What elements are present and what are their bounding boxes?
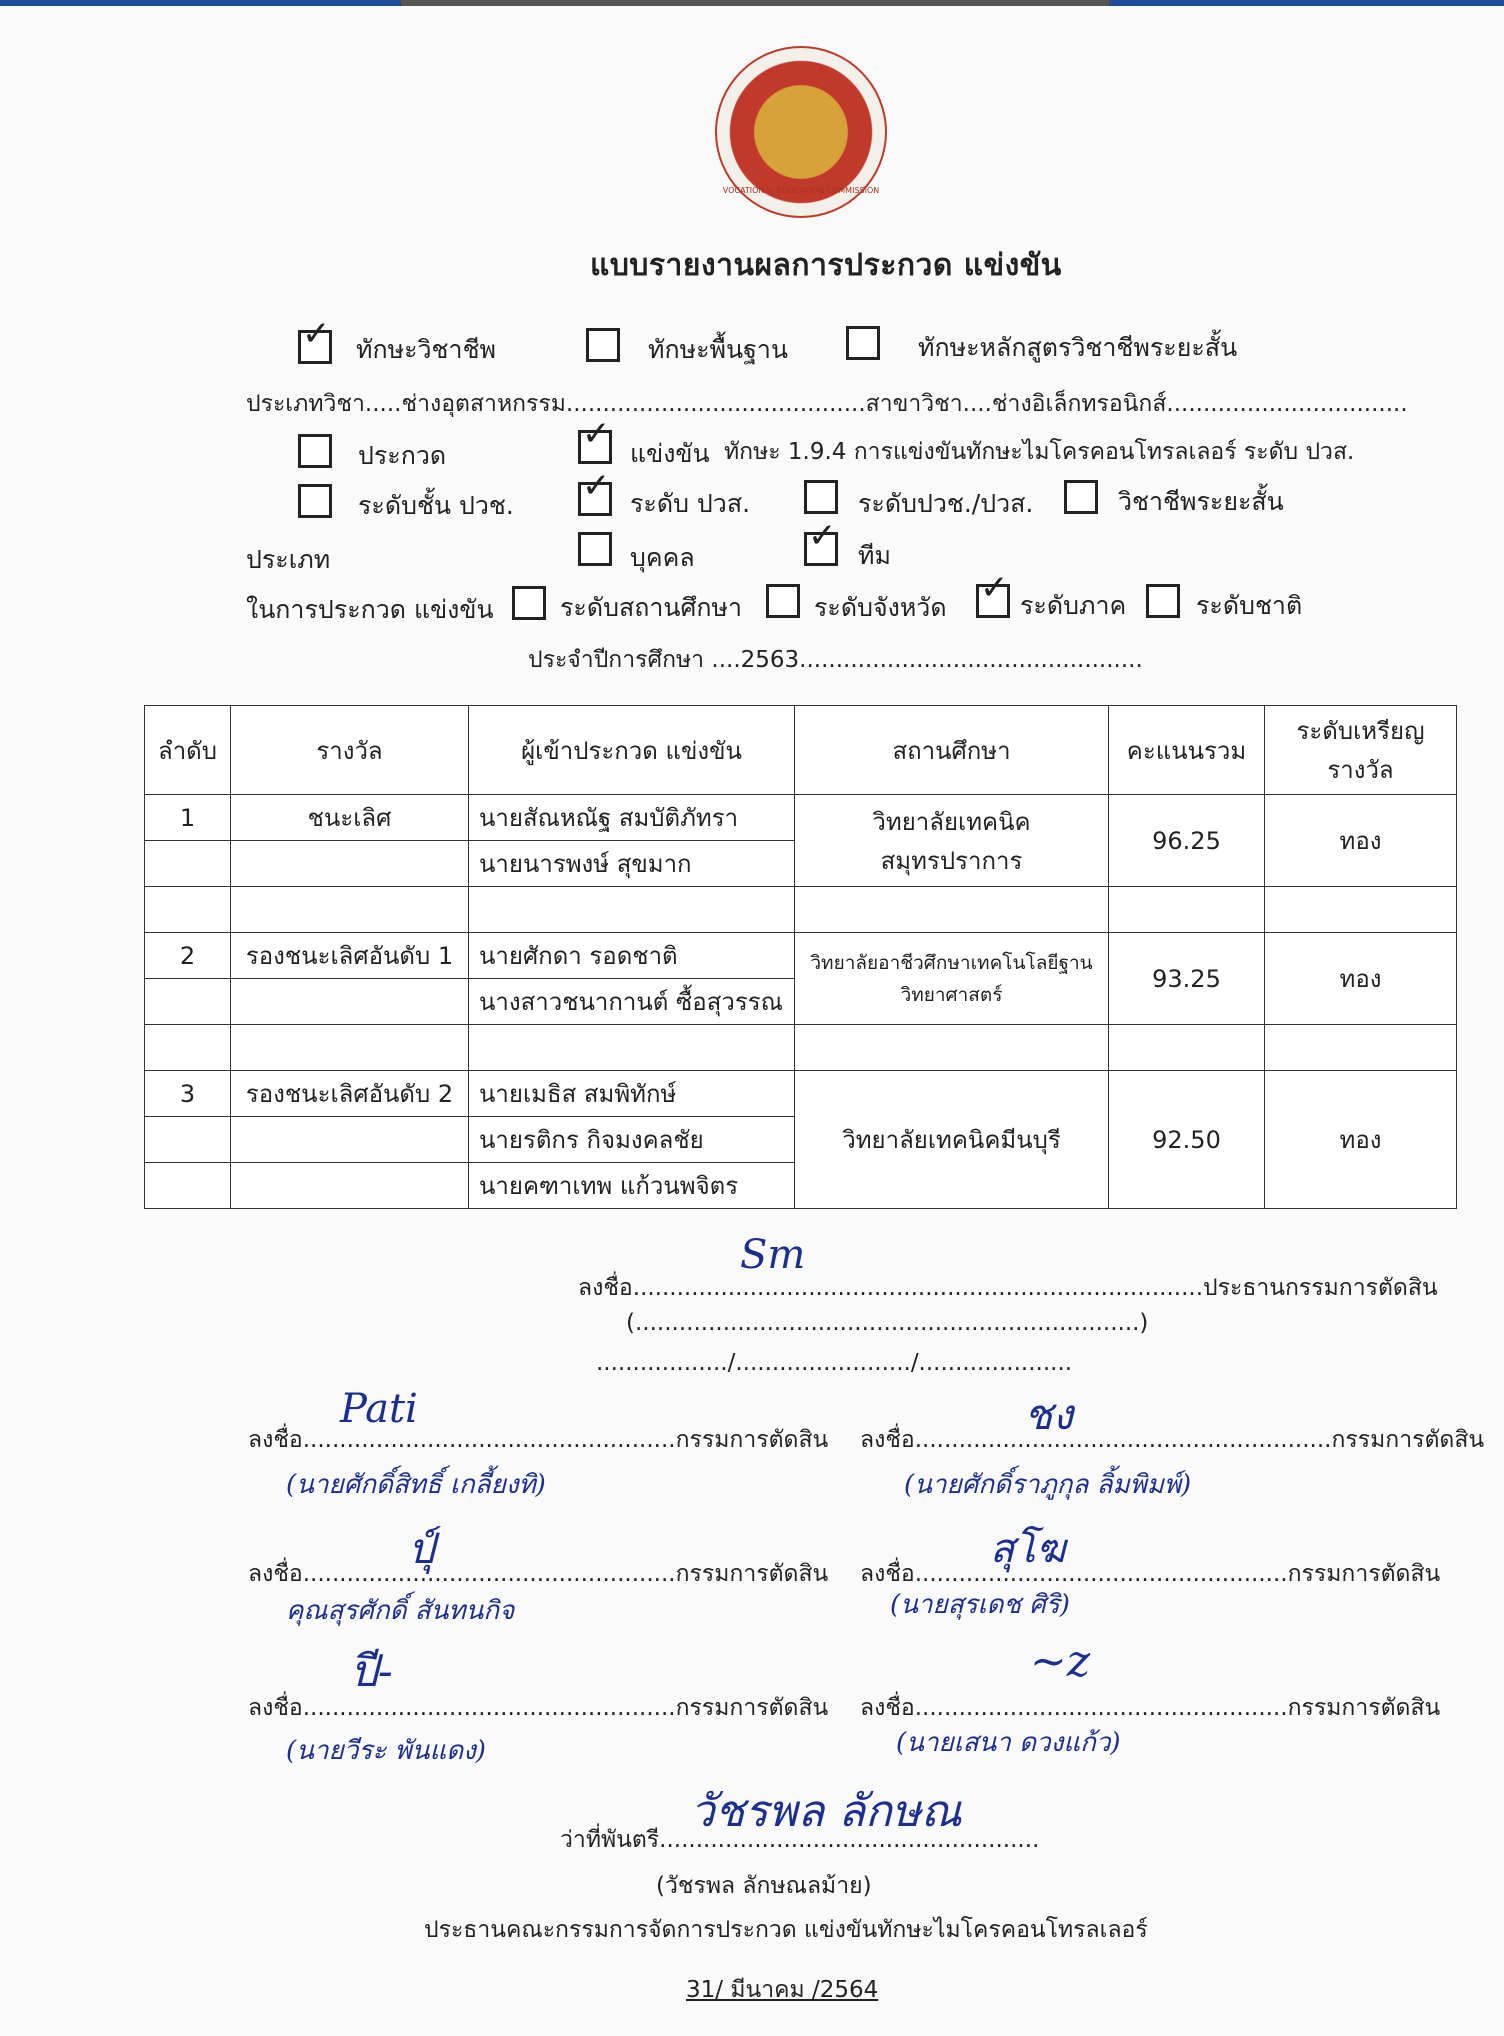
cell-member: นายคฑาเทพ แก้วนพจิตร: [469, 1163, 795, 1209]
chair-date-line: ................../......................../.....................: [596, 1350, 1073, 1376]
cell-member: นายศักดา รอดชาติ: [469, 933, 795, 979]
cell-member: นายรติกร กิจมงคลชัย: [469, 1117, 795, 1163]
cell-school: วิทยาลัยเทคนิคมีนบุรี: [795, 1071, 1109, 1209]
checkbox-level-short-course[interactable]: [1064, 480, 1098, 514]
chair-name-line: (.....................................................................): [626, 1310, 1149, 1336]
label-contest: ประกวด: [358, 441, 447, 470]
label-level-pvs: ระดับ ปวส.: [630, 489, 751, 518]
table-row: [145, 1071, 1457, 1117]
check-mark-icon: ✓: [582, 466, 611, 506]
judge-name: (นายศักดิ์สิทธิ์ เกลี้ยงทิ): [286, 1470, 546, 1500]
cell-no: 3: [145, 1071, 231, 1117]
label-team: ทีม: [858, 541, 891, 570]
check-mark-icon: ✓: [980, 568, 1009, 608]
judge-sign-line: ลงชื่อ...................................................กรรมการตัดสิน: [248, 1427, 829, 1453]
header-medal-line1: ระดับเหรียญ: [1296, 717, 1425, 745]
checkbox-level-pvc-pvs[interactable]: [804, 480, 838, 514]
label-level-short-course: วิชาชีพระยะสั้น: [1118, 487, 1284, 516]
cell-no: 1: [145, 795, 231, 841]
school-line: วิทยาศาสตร์: [900, 983, 1003, 1006]
chair-sign-line: ลงชื่อ..............................................................................ประธานกรรมการตัดสิน: [578, 1275, 1438, 1301]
cell-medal: ทอง: [1265, 933, 1457, 1025]
label-short-course-skill: ทักษะหลักสูตรวิชาชีพระยะสั้น: [918, 333, 1238, 362]
cell-medal: ทอง: [1265, 1071, 1457, 1209]
skill-description: ทักษะ 1.9.4 การแข่งขันทักษะไมโครคอนโทรลเลอร์ ระดับ ปวส.: [724, 439, 1355, 465]
checkbox-basic-skill[interactable]: [586, 328, 620, 362]
label-scope-institution: ระดับสถานศึกษา: [560, 593, 743, 622]
judge-name: (นายศักดิ์ราภูกุล ลิ้มพิมพ์): [904, 1470, 1192, 1500]
table-row: [145, 795, 1457, 841]
checkbox-short-course-skill[interactable]: [846, 326, 880, 360]
header-medal-line2: รางวัล: [1327, 756, 1394, 784]
school-line: วิทยาลัยอาชีวศึกษาเทคโนโลยีฐาน: [810, 951, 1093, 974]
check-mark-icon: ✓: [582, 414, 611, 454]
subject-line: ประเภทวิชา.....ช่างอุตสาหกรรม.........................................สาขาวิชา....ช่างอิเล็กทรอนิกส์.................................: [246, 391, 1408, 417]
cell-school: [795, 933, 1109, 1025]
check-mark-icon: ✓: [808, 516, 837, 556]
results-table: [144, 705, 1457, 1209]
academic-year-line: ประจำปีการศึกษา ....2563...............................................: [528, 647, 1143, 673]
acting-chair-sign-line: ว่าที่พันตรี....................................................: [560, 1827, 1040, 1853]
label-level-pvc-pvs: ระดับปวช./ปวส.: [858, 489, 1034, 518]
header-no: ลำดับ: [145, 706, 231, 795]
cell-no: 2: [145, 933, 231, 979]
judge-name: คุณสุรศักดิ์ สันทนกิจ: [286, 1596, 515, 1626]
judge-signature: ชง: [1024, 1390, 1074, 1439]
chair-signature: Sm: [740, 1232, 806, 1278]
judge-sign-line: ลงชื่อ...................................................กรรมการตัดสิน: [248, 1695, 829, 1721]
cell-medal: ทอง: [1265, 795, 1457, 887]
header-score: คะแนนรวม: [1109, 706, 1265, 795]
cell-member: นางสาวชนากานต์ ซื้อสุวรรณ: [469, 979, 795, 1025]
table-spacer-row: [145, 887, 1457, 933]
judge-signature: สุโฆ: [990, 1526, 1066, 1572]
judge-name: (นายสุรเดช ศิริ): [890, 1590, 1070, 1620]
judge-signature: ~z: [1030, 1636, 1091, 1687]
cell-award: รองชนะเลิศอันดับ 1: [231, 933, 469, 979]
form-title: แบบรายงานผลการประกวด แข่งขัน: [590, 248, 1062, 283]
cell-award: ชนะเลิศ: [231, 795, 469, 841]
judge-name: (นายวีระ พันแดง): [286, 1736, 486, 1766]
label-basic-skill: ทักษะพื้นฐาน: [648, 335, 789, 364]
table-row: [145, 933, 1457, 979]
label-scope-province: ระดับจังหวัด: [814, 593, 947, 622]
cell-score: 92.50: [1109, 1071, 1265, 1209]
header-participants: ผู้เข้าประกวด แข่งขัน: [469, 706, 795, 795]
judge-signature: ปุ์: [408, 1524, 435, 1573]
cell-school: วิทยาลัยเทคนิคสมุทรปราการ: [795, 795, 1109, 887]
label-scope-region: ระดับภาค: [1020, 591, 1127, 620]
cell-member: นายเมธิส สมพิทักษ์: [469, 1071, 795, 1117]
acting-chair-signature: วัชรพล ลักษณ: [690, 1786, 962, 1837]
judge-signature: ปี-: [350, 1646, 393, 1697]
judge-name: (นายเสนา ดวงแก้ว): [896, 1728, 1121, 1758]
table-header-row: [145, 706, 1457, 795]
document-page: [0, 6, 1504, 2036]
label-vocational-skill: ทักษะวิชาชีพ: [356, 335, 497, 364]
label-compete: แข่งขัน: [630, 439, 710, 468]
vocational-commission-seal: [715, 46, 887, 218]
judge-sign-line: ลงชื่อ...................................................กรรมการตัดสิน: [860, 1561, 1441, 1587]
check-mark-icon: ✓: [302, 314, 331, 354]
acting-chair-title: ประธานคณะกรรมการจัดการประกวด แข่งขันทักษะไมโครคอนโทรลเลอร์: [424, 1917, 1148, 1943]
judge-sign-line: ลงชื่อ.........................................................กรรมการตัดสิน: [860, 1427, 1485, 1453]
checkbox-individual[interactable]: [578, 532, 612, 566]
acting-chair-name: (วัชรพล ลักษณลม้าย): [656, 1873, 872, 1899]
checkbox-scope-province[interactable]: [766, 584, 800, 618]
checkbox-level-pvs[interactable]: [578, 466, 612, 516]
checkbox-vocational-skill[interactable]: [298, 314, 332, 364]
seal-text: VOCATIONAL EDUCATION COMMISSION: [722, 186, 880, 195]
judge-sign-line: ลงชื่อ...................................................กรรมการตัดสิน: [248, 1561, 829, 1587]
label-scope-national: ระดับชาติ: [1196, 591, 1303, 620]
checkbox-contest[interactable]: [298, 434, 332, 468]
table-spacer-row: [145, 1025, 1457, 1071]
label-type: ประเภท: [246, 545, 331, 574]
checkbox-scope-region[interactable]: [976, 568, 1010, 618]
checkbox-scope-national[interactable]: [1146, 584, 1180, 618]
cell-member: นายนารพงษ์ สุขมาก: [469, 841, 795, 887]
checkbox-level-pvc[interactable]: [298, 484, 332, 518]
checkbox-compete[interactable]: [578, 414, 612, 464]
cell-score: 93.25: [1109, 933, 1265, 1025]
header-award: รางวัล: [231, 706, 469, 795]
label-individual: บุคคล: [630, 543, 695, 572]
judge-sign-line: ลงชื่อ...................................................กรรมการตัดสิน: [860, 1695, 1441, 1721]
judge-signature: Pati: [340, 1386, 418, 1432]
checkbox-scope-institution[interactable]: [512, 586, 546, 620]
label-level-pvc: ระดับชั้น ปวช.: [358, 491, 514, 520]
cell-award: รองชนะเลิศอันดับ 2: [231, 1071, 469, 1117]
cell-score: 96.25: [1109, 795, 1265, 887]
cell-member: นายสัณหณัฐ สมบัติภัทรา: [469, 795, 795, 841]
header-school: สถานศึกษา: [795, 706, 1109, 795]
document-date: 31/ มีนาคม /2564: [686, 1977, 879, 2003]
header-medal: [1265, 706, 1457, 795]
label-scope: ในการประกวด แข่งขัน: [246, 595, 494, 624]
checkbox-team[interactable]: [804, 516, 838, 566]
